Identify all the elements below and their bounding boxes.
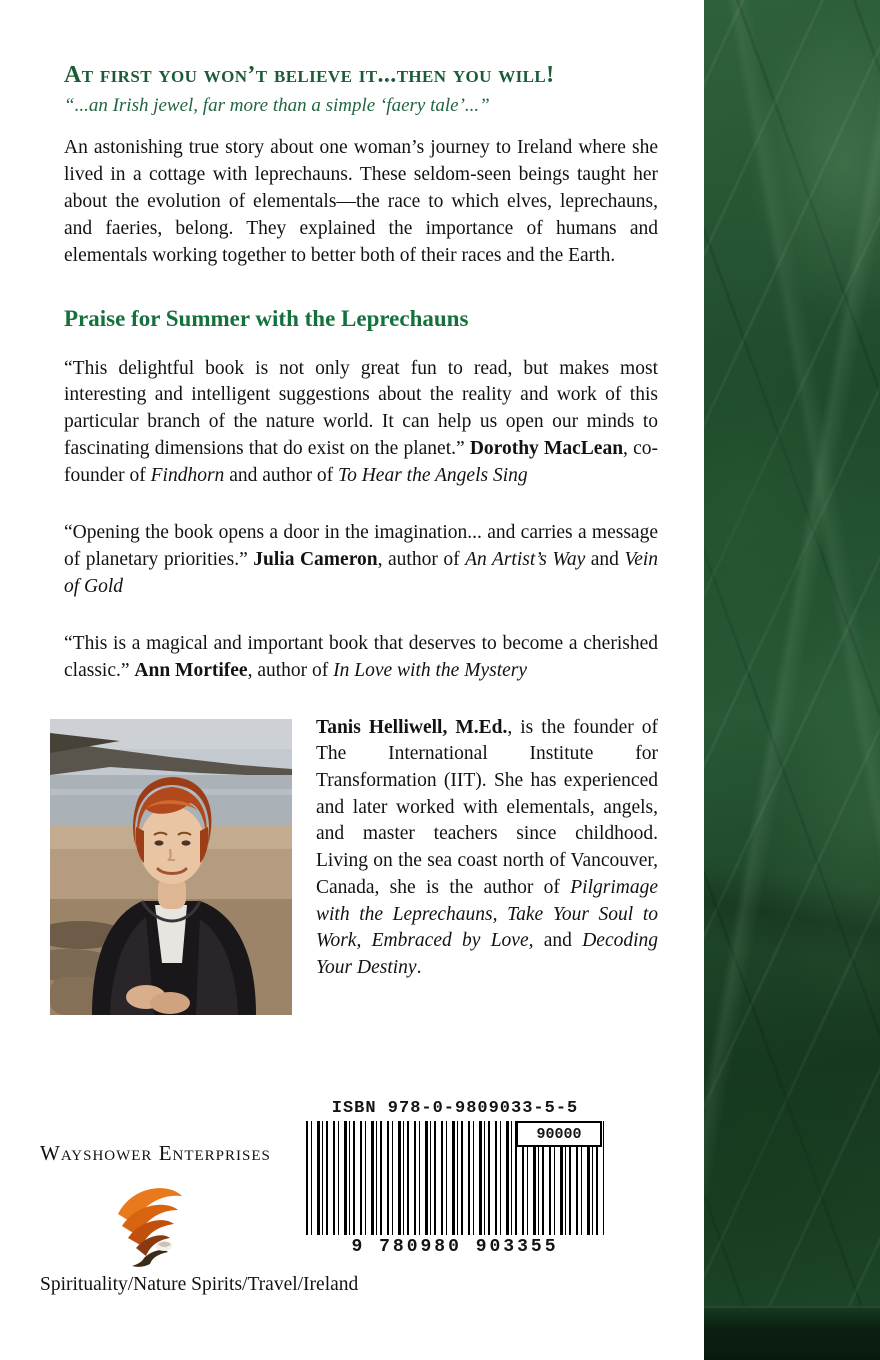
review-dorothy-maclean: “This delightful book is not only great fun to read, but makes most interesting and intelligent suggestions about the reality and work of this particular branch of the nature world. It can help us open our minds to fascinating dimensions that do exist on the planet.” Dorothy MacLean, co-founder of Findhorn and author of To Hear the Angels Sing: [64, 357, 658, 487]
barcode-price-box: 90000: [516, 1121, 602, 1147]
review-ann-mortifee: “This is a magical and important book that deserves to become a cherished classic.” Ann Mortifee, author of In Love with the Mystery: [64, 632, 658, 681]
barcode-digits: 9 780980 903355: [306, 1235, 604, 1257]
publisher-name: Wayshower Enterprises: [40, 1141, 271, 1165]
review-julia-cameron: “Opening the book opens a door in the imagination... and carries a message of planetary priorities.” Julia Cameron, author of An Artist’s Way and Vein of Gold: [64, 522, 659, 597]
book-description: An astonishing true story about one woman’s journey to Ireland where she lived in a cottage with leprechauns. These seldom-seen beings taught her about the evolution of elementals—the race to which elves, leprechauns, and faeries, belong. They explained the importance of humans and elementals working together to better both of their races and the Earth.: [64, 137, 658, 266]
category-line: Spirituality/Nature Spirits/Travel/Ireland: [40, 1274, 359, 1295]
author-photo-illustration: [50, 719, 292, 1015]
spine-bottom-band: [704, 1306, 880, 1360]
leaf-texture: [704, 0, 880, 1360]
tagline: At first you won’t believe it...then you will!: [64, 62, 555, 88]
author-photo: [50, 719, 292, 1015]
wayshower-logo-icon: [106, 1180, 196, 1272]
barcode-block: [306, 1099, 604, 1257]
cover-text-column: [64, 62, 658, 1015]
author-bio: Tanis Helliwell, M.Ed., is the founder of The International Institute for Transformation (IIT). She has experienced and later worked with elementals, angels, and master teachers since childhood. Living on the sea coast north of Vancouver, Canada, she is the author of Pilgrimage with the Leprechauns, Take Your Soul to Work, Embraced by Love, and Decoding Your Destiny.: [316, 716, 659, 978]
review-pull-quote: “...an Irish jewel, far more than a simple ‘faery tale’...”: [64, 95, 490, 116]
barcode-bars: [306, 1121, 604, 1237]
praise-heading: Praise for Summer with the Leprechauns: [64, 305, 469, 331]
author-section: [50, 716, 659, 1015]
barcode-isbn-label: ISBN 978-0-9809033-5-5: [331, 1099, 579, 1118]
green-spine-strip: [704, 0, 880, 1360]
